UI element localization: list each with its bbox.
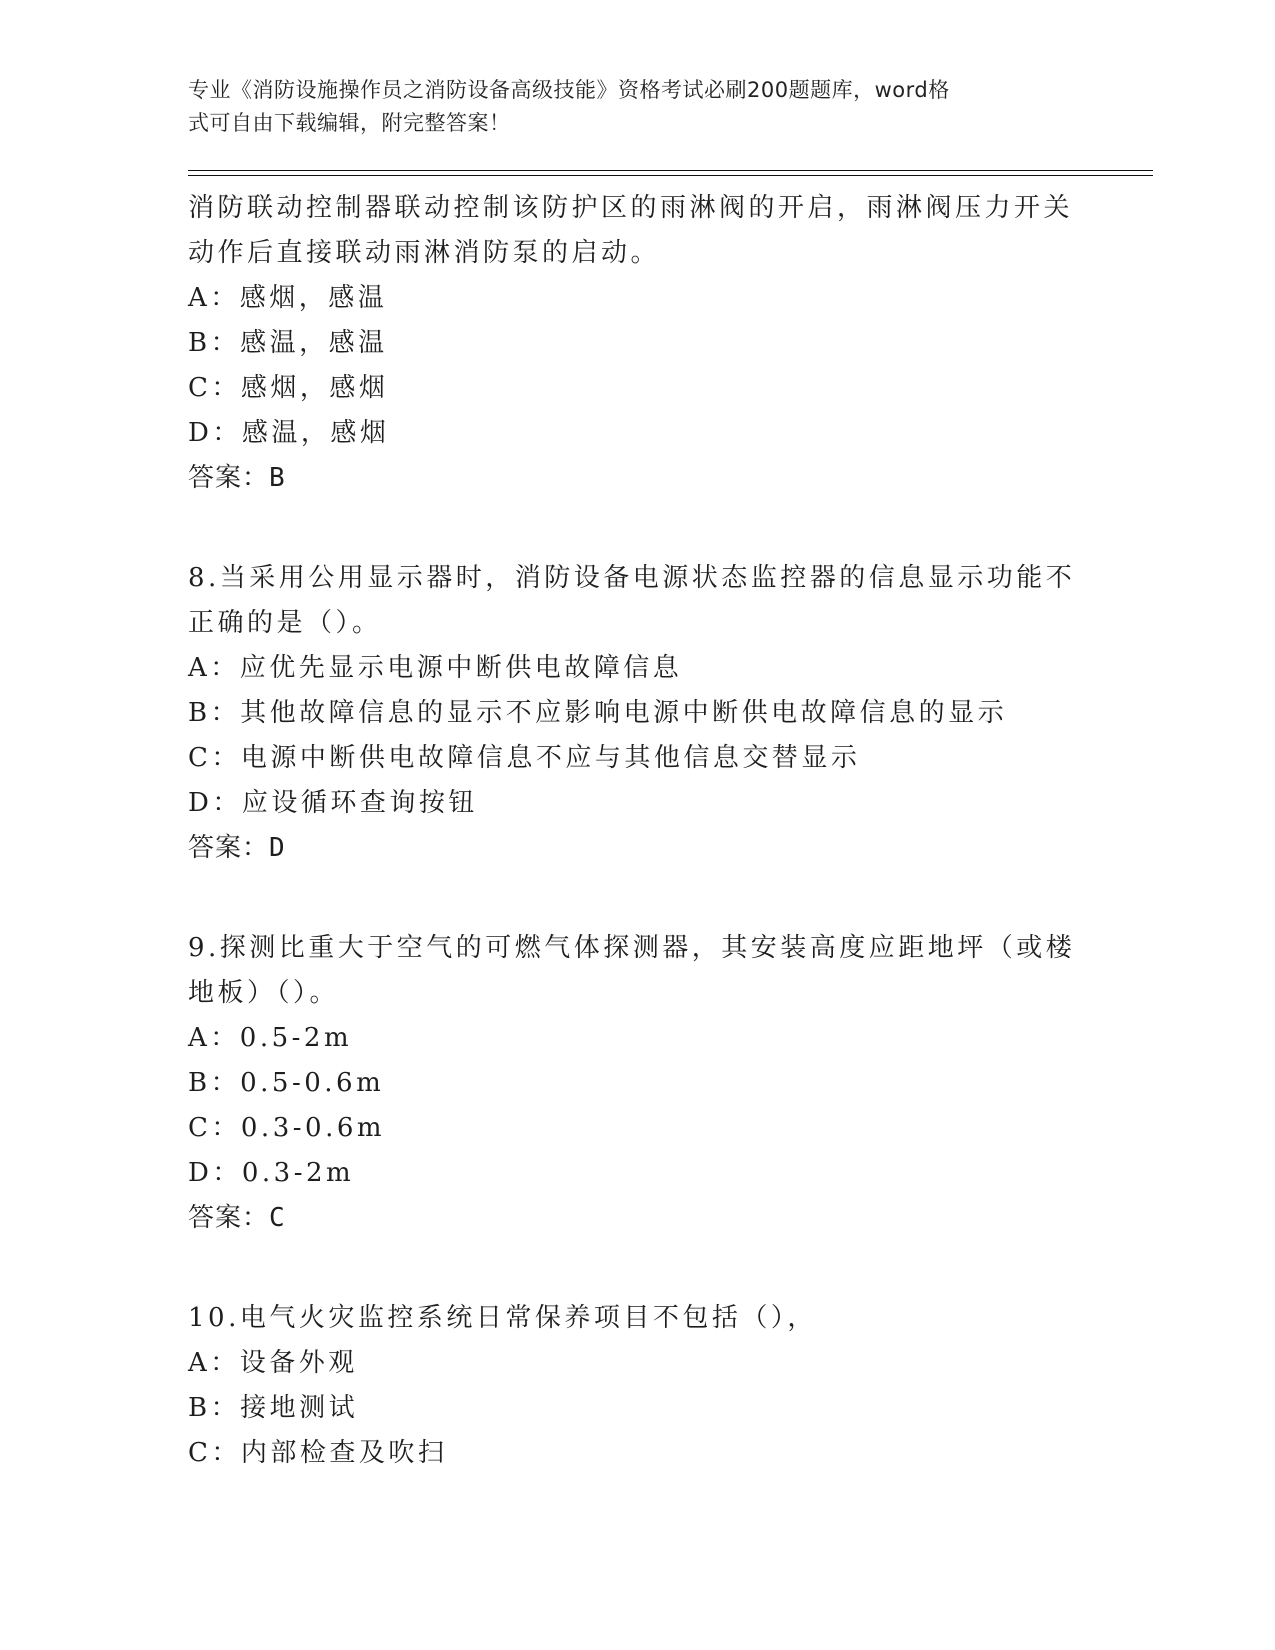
question-stem-line: 动作后直接联动雨淋消防泵的启动。 [188,238,661,268]
header-line-1: 专业《消防设施操作员之消防设备高级技能》资格考试必刷200题题库，word格 [188,78,950,102]
header-rule-top [188,170,1153,171]
option-d: D：感温，感烟 [188,418,390,448]
answer-line [188,456,1088,501]
option-c: C：感烟，感烟 [188,373,389,403]
header-rule-bottom [188,175,1153,176]
question-stem-line: 消防联动控制器联动控制该防护区的雨淋阀的开启，雨淋阀压力开关 [188,193,1074,223]
answer-label: 答案： [188,833,270,863]
option-a: A：应优先显示电源中断供电故障信息 [188,653,683,683]
option-c: C：0.3-0.6m [188,1113,386,1143]
question-stem-line: 8.当采用公用显示器时，消防设备电源状态监控器的信息显示功能不 [188,563,1076,593]
question-stem-line: 10.电气火灾监控系统日常保养项目不包括（）， [188,1303,817,1333]
answer-label: 答案： [188,463,270,493]
question-8 [188,556,1088,871]
option-a: A：0.5-2m [188,1023,353,1053]
question-stem-line: 9.探测比重大于空气的可燃气体探测器，其安装高度应距地坪（或楼 [188,933,1076,963]
answer-line [188,826,1088,871]
option-b: B：接地测试 [188,1393,359,1423]
question-list [188,186,1088,1476]
question-stem-line: 地板）（）。 [188,978,340,1008]
document-header [188,74,1068,140]
option-a: A：感烟，感温 [188,283,388,313]
answer-label: 答案： [188,1203,270,1233]
answer-value: D [269,833,286,863]
answer-value: B [269,463,286,493]
question-9 [188,926,1088,1241]
answer-line [188,1196,1088,1241]
header-line-2: 式可自由下载编辑，附完整答案！ [188,111,511,135]
option-d: D：0.3-2m [188,1158,355,1188]
option-a: A：设备外观 [188,1348,358,1378]
option-d: D：应设循环查询按钮 [188,788,478,818]
option-c: C：电源中断供电故障信息不应与其他信息交替显示 [188,743,861,773]
question-10 [188,1296,1088,1476]
option-b: B：其他故障信息的显示不应影响电源中断供电故障信息的显示 [188,698,1008,728]
option-c: C：内部检查及吹扫 [188,1438,448,1468]
question-7-continuation [188,186,1088,501]
option-b: B：0.5-0.6m [188,1068,385,1098]
question-stem-line: 正确的是（）。 [188,608,382,638]
answer-value: C [269,1203,286,1233]
option-b: B：感温，感温 [188,328,388,358]
